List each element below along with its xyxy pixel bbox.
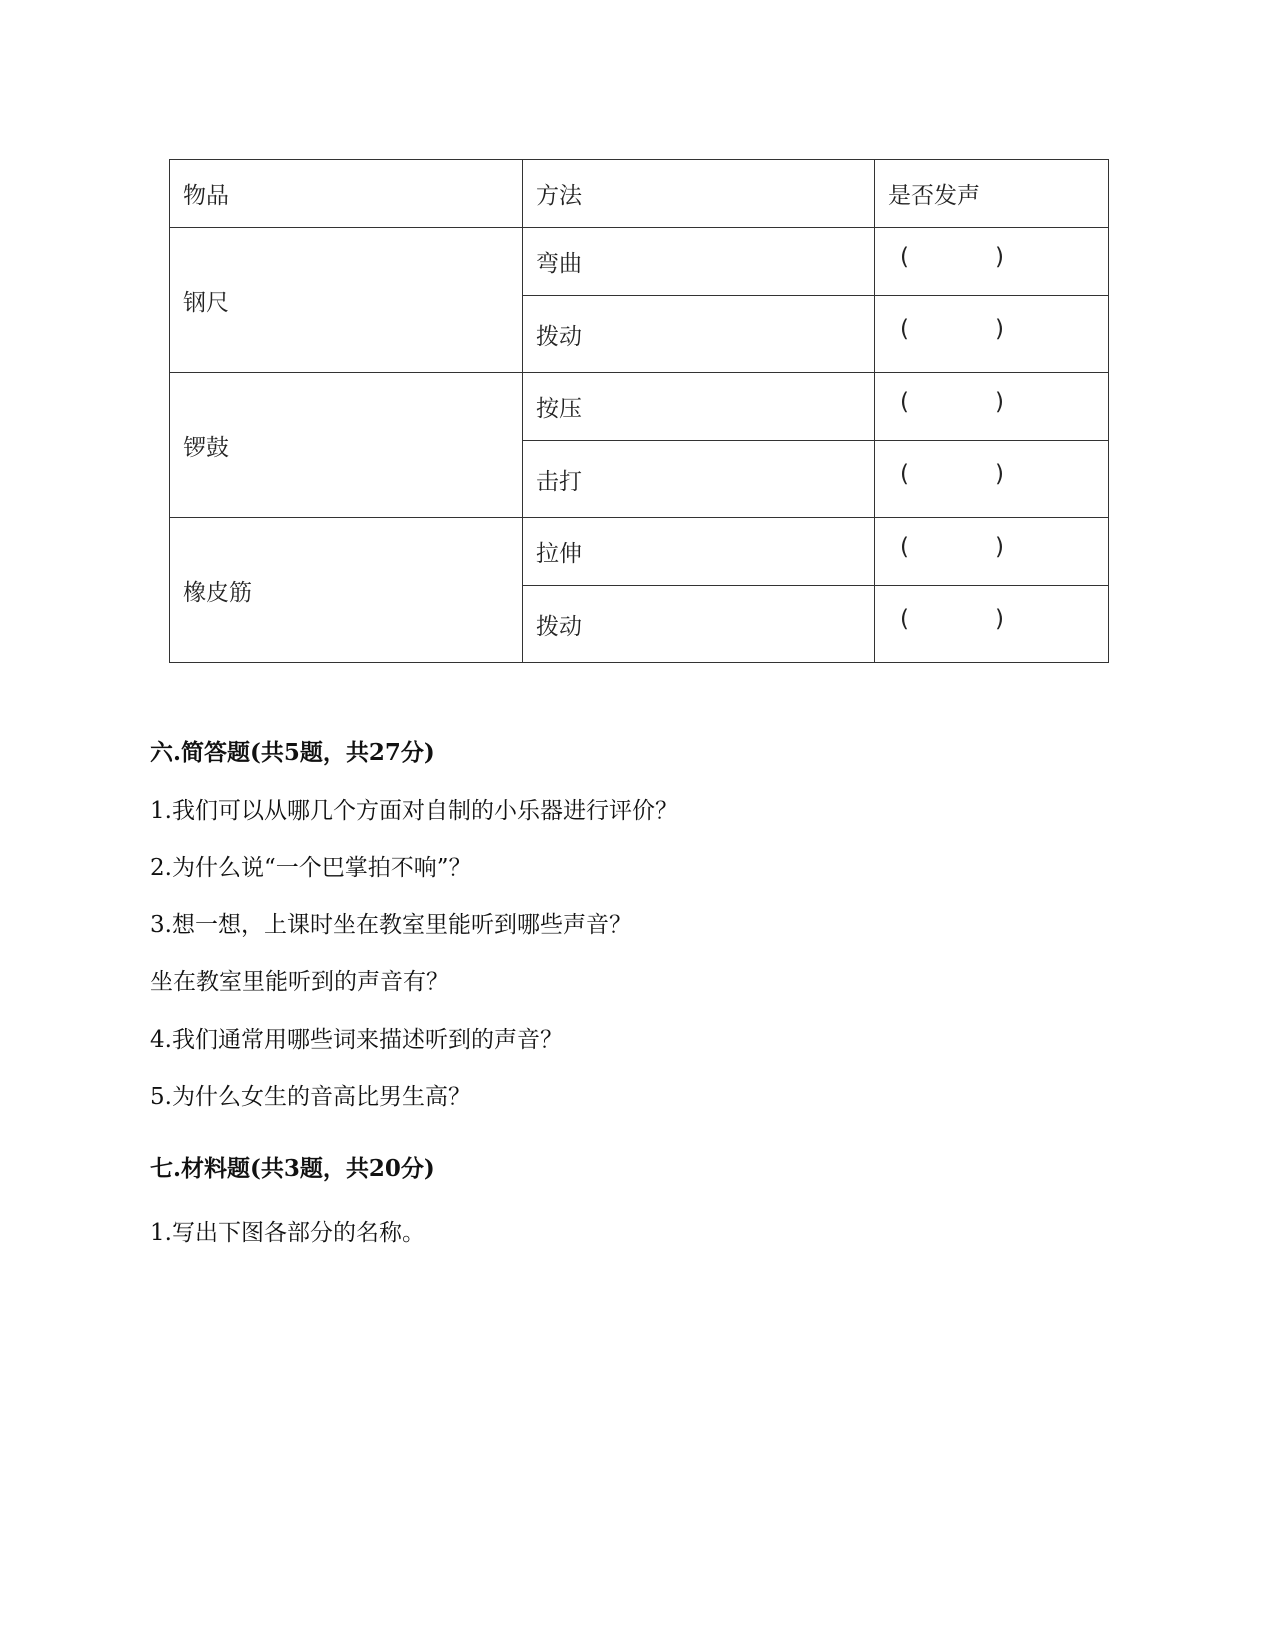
section-6-title: 六.简答题(共5题，共27分): [150, 739, 435, 766]
header-item: 物品: [170, 160, 523, 228]
answer-cell: [875, 296, 1109, 373]
question-5: 5.为什么女生的音高比男生高？: [150, 1084, 471, 1110]
material-question-1: 1.写出下图各部分的名称。: [150, 1220, 425, 1246]
answer-cell: [875, 373, 1109, 441]
answer-blank[interactable]: ( ): [900, 461, 1004, 487]
answer-cell: [875, 518, 1109, 586]
answer-cell: [875, 228, 1109, 296]
question-1: 1.我们可以从哪几个方面对自制的小乐器进行评价？: [150, 798, 678, 824]
answer-cell: [875, 441, 1109, 518]
table-row: [170, 228, 1109, 296]
method-cell: 击打: [523, 441, 875, 518]
method-cell: 拉伸: [523, 518, 875, 586]
sound-experiment-table: [169, 159, 1109, 663]
answer-blank[interactable]: ( ): [900, 316, 1004, 342]
table-row: [170, 518, 1109, 586]
question-4: 4.我们通常用哪些词来描述听到的声音？: [150, 1027, 563, 1053]
question-3: 3.想一想，上课时坐在教室里能听到哪些声音？: [150, 912, 632, 938]
item-cell: 钢尺: [170, 228, 523, 373]
answer-cell: [875, 586, 1109, 663]
item-cell: 锣鼓: [170, 373, 523, 518]
answer-blank[interactable]: ( ): [900, 533, 1004, 560]
method-cell: 拨动: [523, 296, 875, 373]
table-row: [170, 373, 1109, 441]
method-cell: 拨动: [523, 586, 875, 663]
answer-blank[interactable]: ( ): [900, 606, 1004, 632]
table-header-row: [170, 160, 1109, 228]
item-cell: 橡皮筋: [170, 518, 523, 663]
answer-blank[interactable]: ( ): [900, 388, 1004, 415]
header-sound: 是否发声: [875, 160, 1109, 228]
question-3-subprompt: 坐在教室里能听到的声音有？: [150, 969, 449, 995]
answer-blank[interactable]: ( ): [900, 243, 1004, 270]
section-7-title: 七.材料题(共3题，共20分): [150, 1155, 435, 1182]
question-2: 2.为什么说“一个巴掌拍不响”？: [150, 855, 472, 881]
method-cell: 按压: [523, 373, 875, 441]
method-cell: 弯曲: [523, 228, 875, 296]
header-method: 方法: [523, 160, 875, 228]
